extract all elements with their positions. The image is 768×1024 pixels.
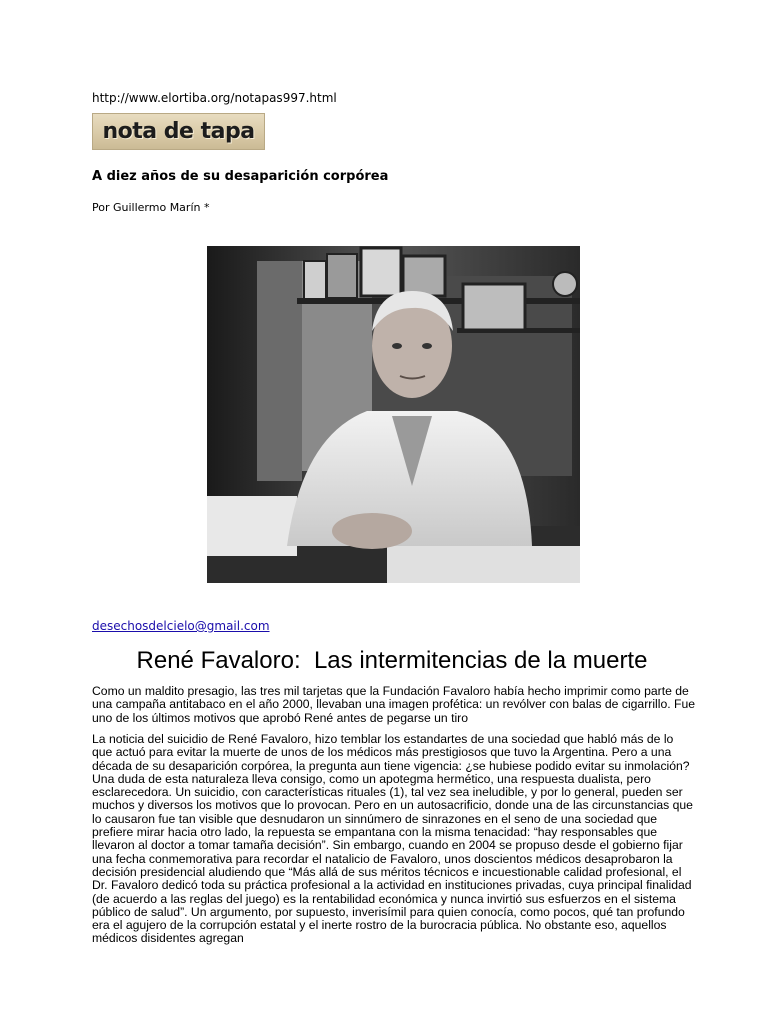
article-subtitle: A diez años de su desaparición corpórea: [92, 169, 389, 184]
article-title: René Favaloro: Las intermitencias de la muerte: [136, 647, 648, 674]
logo-text: nota de tapa: [102, 119, 255, 144]
source-url: http://www.elortiba.org/notapas997.html: [92, 91, 337, 105]
article-byline: Por Guillermo Marín *: [92, 201, 210, 214]
paragraph-2: La noticia del suicidio de René Favaloro, hizo temblar los estandartes de una sociedad que habló más de lo que actuó para evitar la muerte de unos de los médicos más prestigiosos que tuvo la Argentina. Pero a una década de su desaparición corpórea, la pregunta aun tiene vigencia: ¿se hubiese podido evitar su inmolación? Una duda de esta naturaleza lleva consigo, como un apotegma hermético, una respuesta dualista, pero esclarecedora. Un suicidio, con características rituales (1), tal vez sea ineludible, y por lo general, pueden ser muchos y diversos los motivos que lo provocan. Pero en un autosacrificio, donde una de las circunstancias que lo causaron fue tan visible que desnudaron un sinnúmero de sinrazones en el seno de una sociedad que prefiere mirar hacia otro lado, la repuesta se empantana con la misma tenacidad: “hay responsables que llevaron al doctor a tomar tamaña decisión”. Sin embargo, cuando en 2004 se propuso desde el gobierno fijar una fecha conmemorativa para recordar el natalicio de Favaloro, unos doscientos médicos desaprobaron la decisión presidencial aludiendo que “Más allá de sus méritos técnicos e incuestionable calidad profesional, el Dr. Favaloro dedicó toda su práctica profesional a la actividad en instituciones privadas, cuya principal finalidad (de acuerdo a las reglas del juego) es la rentabilidad económica y nunca invirtió sus esfuerzos en el sistema público de salud”. Un argumento, por supuesto, inverisímil para quien conocía, como pocos, qué tan profundo era el agujero de la corrupción estatal y el inerte rostro de la burocracia pública. No obstante eso, aquellos médicos disidentes agregan: [92, 732, 693, 946]
nota-de-tapa-logo: [92, 113, 265, 150]
paragraph-1: Como un maldito presagio, las tres mil tarjetas que la Fundación Favaloro había hecho imprimir como parte de una campaña antitabaco en el año 2000, llevaban una imagen profética: un revólver con balas de cigarrillo. Fue uno de los últimos motivos que aprobó René antes de pegarse un tiro: [92, 684, 695, 725]
email-link[interactable]: desechosdelcielo@gmail.com: [92, 619, 270, 633]
portrait-photo: [207, 246, 580, 583]
